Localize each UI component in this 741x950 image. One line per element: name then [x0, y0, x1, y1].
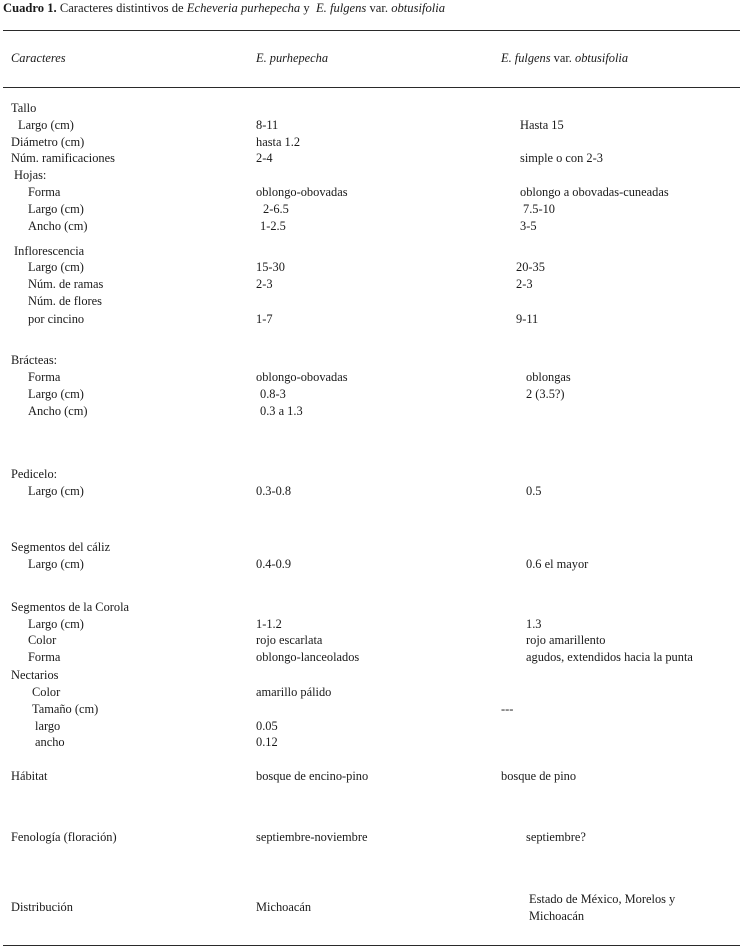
- row-nect-largo: largo: [35, 719, 61, 733]
- row-inflo-cincino: por cincino: [28, 312, 85, 326]
- caption-conjunction: y: [303, 1, 310, 15]
- row-tallo-largo: Largo (cm): [18, 118, 74, 132]
- cell-tallo-largo-1: 8-11: [256, 118, 279, 132]
- cell-bract-forma-1: oblongo-obovadas: [256, 370, 348, 384]
- row-hojas-largo: Largo (cm): [28, 202, 84, 216]
- cell-caliz-largo-1: 0.4-0.9: [256, 557, 292, 571]
- header-fulgens-species: E. fulgens: [501, 51, 551, 65]
- cell-habitat-2: bosque de pino: [501, 769, 577, 783]
- cell-distribucion-2b: Michoacán: [529, 909, 585, 923]
- cell-bract-largo-2: 2 (3.5?): [526, 387, 565, 401]
- cell-nect-tamano-2: ---: [501, 702, 514, 716]
- cell-cor-forma-2: agudos, extendidos hacia la punta: [526, 650, 693, 664]
- cell-nect-ancho-1: 0.12: [256, 735, 278, 749]
- cell-ramificaciones-2: simple o con 2-3: [520, 151, 603, 165]
- row-bract-ancho: Ancho (cm): [28, 404, 88, 418]
- cell-fenologia-2: septiembre?: [526, 830, 586, 844]
- header-rule: [3, 87, 740, 88]
- cell-hojas-ancho-1: 1-2.5: [260, 219, 286, 233]
- cell-hojas-forma-2: oblongo a obovadas-cuneadas: [520, 185, 669, 199]
- header-caracteres: Caracteres: [11, 51, 66, 65]
- row-cor-color: Color: [28, 633, 57, 647]
- cell-diametro-1: hasta 1.2: [256, 135, 301, 149]
- row-hojas-forma: Forma: [28, 185, 61, 199]
- header-fulgens: [501, 51, 628, 66]
- cell-bract-ancho-1: 0.3 a 1.3: [260, 404, 303, 418]
- row-bracteas: Brácteas:: [11, 353, 58, 367]
- row-caliz: Segmentos del cáliz: [11, 540, 111, 554]
- cell-inflo-largo-1: 15-30: [256, 260, 285, 274]
- row-nect-ancho: ancho: [35, 735, 65, 749]
- cell-cor-color-1: rojo escarlata: [256, 633, 323, 647]
- row-nect-color: Color: [32, 685, 61, 699]
- row-bract-largo: Largo (cm): [28, 387, 84, 401]
- row-tallo: Tallo: [11, 101, 37, 115]
- row-inflo-ramas: Núm. de ramas: [28, 277, 104, 291]
- row-inflo-flores: Núm. de flores: [28, 294, 102, 308]
- header-fulgens-var: var.: [553, 51, 572, 65]
- caption-species-2: E. fulgens: [315, 1, 367, 15]
- cell-hojas-ancho-2: 3-5: [520, 219, 537, 233]
- row-fenologia: Fenología (floración): [11, 830, 117, 844]
- row-inflo-largo: Largo (cm): [28, 260, 84, 274]
- cell-inflo-cincino-2: 9-11: [516, 312, 539, 326]
- cell-distribucion-2a: Estado de México, Morelos y: [529, 892, 676, 906]
- cell-distribucion-1: Michoacán: [256, 900, 312, 914]
- row-corola: Segmentos de la Corola: [11, 600, 130, 614]
- cell-habitat-1: bosque de encino-pino: [256, 769, 369, 783]
- row-habitat: Hábitat: [11, 769, 48, 783]
- cell-tallo-largo-2: Hasta 15: [520, 118, 564, 132]
- bottom-rule: [3, 945, 740, 946]
- header-fulgens-variety: obtusifolia: [575, 51, 629, 65]
- row-pedicelo: Pedicelo:: [11, 467, 58, 481]
- cell-caliz-largo-2: 0.6 el mayor: [526, 557, 589, 571]
- cell-inflo-cincino-1: 1-7: [256, 312, 273, 326]
- cell-cor-color-2: rojo amarillento: [526, 633, 606, 647]
- cell-inflo-largo-2: 20-35: [516, 260, 545, 274]
- cell-inflo-ramas-1: 2-3: [256, 277, 273, 291]
- top-rule: [3, 30, 740, 31]
- cell-bract-largo-1: 0.8-3: [260, 387, 286, 401]
- row-inflorescencia: Inflorescencia: [14, 244, 85, 258]
- cell-inflo-ramas-2: 2-3: [516, 277, 533, 291]
- row-ped-largo: Largo (cm): [28, 484, 84, 498]
- row-distribucion: Distribución: [11, 900, 73, 914]
- cell-bract-forma-2: oblongas: [526, 370, 571, 384]
- row-ramificaciones: Núm. ramificaciones: [11, 151, 115, 165]
- cell-cor-largo-2: 1.3: [526, 617, 542, 631]
- cell-cor-forma-1: oblongo-lanceolados: [256, 650, 360, 664]
- caption-label: Cuadro 1.: [3, 1, 57, 15]
- row-bract-forma: Forma: [28, 370, 61, 384]
- cell-nect-largo-1: 0.05: [256, 719, 278, 733]
- row-hojas: Hojas:: [14, 168, 47, 182]
- row-nect-tamano: Tamaño (cm): [32, 702, 99, 716]
- cell-hojas-largo-2: 7.5-10: [523, 202, 556, 216]
- cell-cor-largo-1: 1-1.2: [256, 617, 282, 631]
- row-diametro: Diámetro (cm): [11, 135, 85, 149]
- row-nectarios: Nectarios: [11, 668, 59, 682]
- cell-ped-largo-1: 0.3-0.8: [256, 484, 292, 498]
- row-cor-largo: Largo (cm): [28, 617, 84, 631]
- caption-variety: obtusifolia: [391, 1, 446, 15]
- cell-nect-color-1: amarillo pálido: [256, 685, 332, 699]
- row-cor-forma: Forma: [28, 650, 61, 664]
- cell-hojas-largo-1: 2-6.5: [263, 202, 289, 216]
- caption-species-1: Echeveria purhepecha: [186, 1, 301, 15]
- table-caption: [3, 1, 445, 16]
- caption-text: Caracteres distintivos de: [59, 1, 184, 15]
- header-purhepecha: E. purhepecha: [256, 51, 329, 65]
- cell-hojas-forma-1: oblongo-obovadas: [256, 185, 348, 199]
- row-caliz-largo: Largo (cm): [28, 557, 84, 571]
- row-hojas-ancho: Ancho (cm): [28, 219, 88, 233]
- cell-ramificaciones-1: 2-4: [256, 151, 273, 165]
- cell-ped-largo-2: 0.5: [526, 484, 542, 498]
- cell-fenologia-1: septiembre-noviembre: [256, 830, 368, 844]
- caption-var: var.: [369, 1, 389, 15]
